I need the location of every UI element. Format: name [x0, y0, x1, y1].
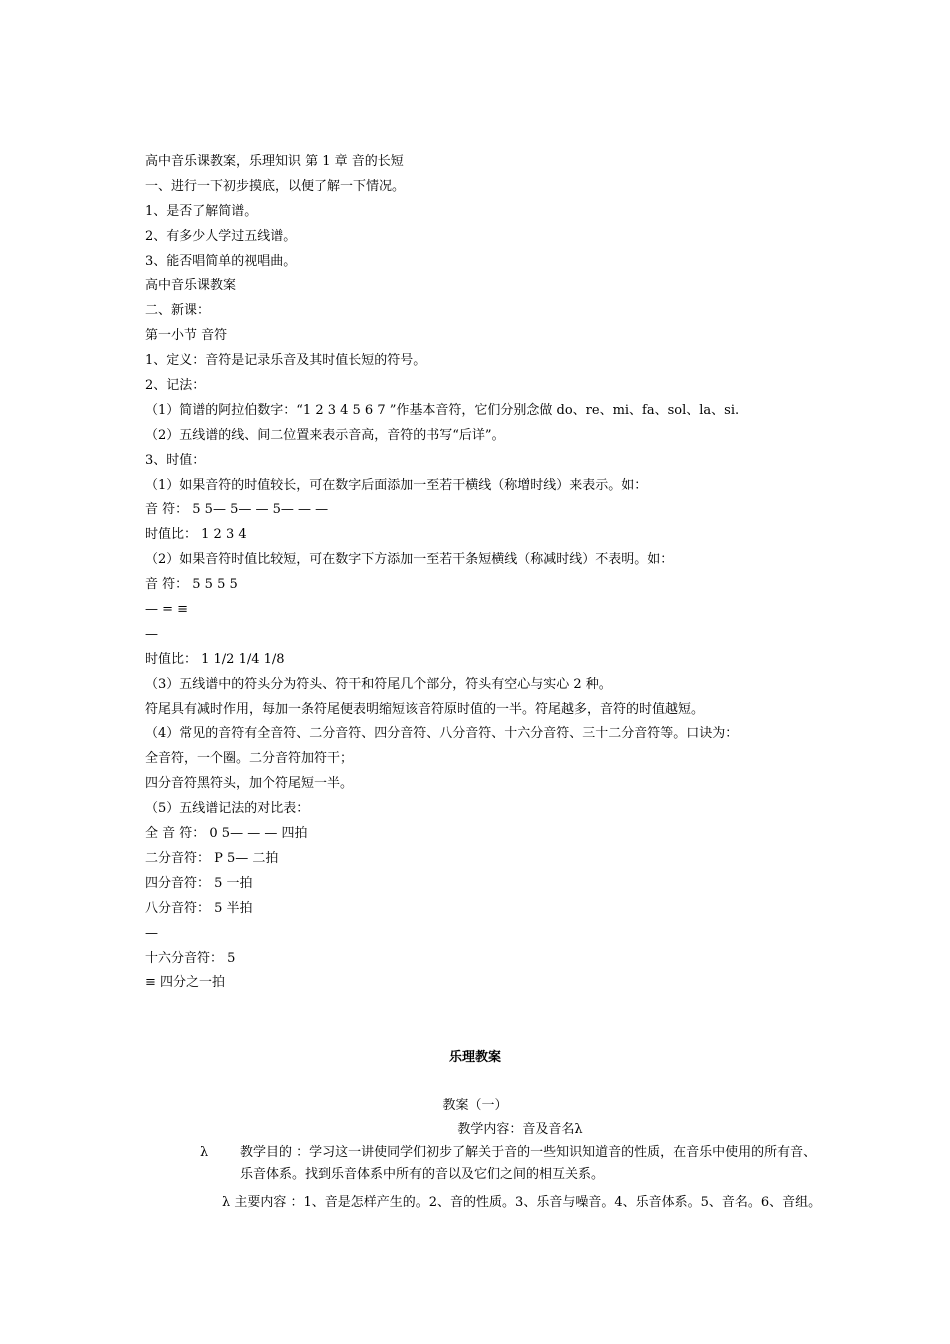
text-line: （3）五线谱中的符头分为符头、符干和符尾几个部分，符头有空心与实心 2 种。 [145, 676, 612, 692]
text-line: （5）五线谱记法的对比表： [145, 801, 310, 817]
text-line: 全音符，一个圈。二分音符加符干； [145, 751, 354, 767]
teaching-objective [200, 1142, 820, 1186]
bullet-marker: λ [200, 1145, 209, 1160]
text-line: 符尾具有减时作用，每加一条符尾便表明缩短该音符原时值的一半。符尾越多，音符的时值越短。 [145, 701, 705, 717]
text-line: 二、新课： [145, 303, 211, 319]
text-line: （2）如果音符时值比较短，可在数字下方添加一至若干条短横线（称减时线）不表明。如： [145, 552, 674, 568]
text-line: — = ≡ [145, 602, 189, 618]
text-line: — [145, 626, 158, 642]
text-line: 时值比： 1 2 3 4 [145, 527, 247, 543]
text-line: （1）简谱的阿拉伯数字：“1 2 3 4 5 6 7 ”作基本音符，它们分别念做 do、re、mi、fa、sol、la、si. [145, 402, 740, 418]
lesson-content-label: 教学内容：音及音名λ [457, 1122, 583, 1137]
text-line: 八分音符： 5 半拍 [145, 900, 253, 916]
text-line: 十六分音符： 5 [145, 950, 236, 966]
text-line: 高中音乐课教案，乐理知识 第 1 章 音的长短 [145, 154, 404, 169]
text-line: （2）五线谱的线、间二位置来表示音高，音符的书写“后详”。 [145, 427, 505, 443]
text-line: 第一小节 音符 [145, 328, 228, 344]
text-line: 高中音乐课教案 [145, 278, 237, 294]
text-line: ≡ 四分之一拍 [145, 975, 226, 991]
text-line: 3、能否唱简单的视唱曲。 [145, 253, 297, 269]
text-line: 时值比： 1 1/2 1/4 1/8 [145, 651, 285, 667]
text-line: 音 符： 5 5— 5— — 5— — — [145, 502, 329, 518]
text-line: 3、时值： [145, 452, 206, 468]
text-line: 2、记法： [145, 378, 206, 394]
text-line: 一、进行一下初步摸底，以便了解一下情况。 [145, 178, 406, 194]
text-line: （1）如果音符的时值较长，可在数字后面添加一至若干横线（称增时线）来表示。如： [145, 477, 648, 493]
main-content-line: λ 主要内容 ：1、音是怎样产生的。2、音的性质。3、乐音与噪音。4、乐音体系。5、音名。6、音组。 [222, 1195, 822, 1210]
text-line: 二分音符： P 5— 二拍 [145, 850, 279, 866]
objective-text: 教学目的 ：学习这一讲使同学们初步了解关于音的一些知识知道音的性质，在音乐中使用的所有音、乐音体系。找到乐音体系中所有的音以及它们之间的相互关系。 [240, 1145, 817, 1182]
text-line: （4）常见的音符有全音符、二分音符、四分音符、八分音符、十六分音符、三十二分音符等。口诀为： [145, 726, 739, 742]
text-line: 四分音符： 5 一拍 [145, 875, 253, 891]
lesson-subtitle: 教案（一） [442, 1098, 508, 1113]
section-title: 乐理教案 [448, 1050, 501, 1065]
text-line: 1、定义：音符是记录乐音及其时值长短的符号。 [145, 353, 427, 369]
text-line: 音 符： 5 5 5 5 [145, 577, 238, 593]
lesson-text-block [145, 150, 845, 996]
text-line: 2、有多少人学过五线谱。 [145, 228, 297, 244]
text-line: 四分音符黑符头，加个符尾短一半。 [145, 776, 354, 792]
text-line: 全 音 符： 0 5— — — 四拍 [145, 826, 308, 842]
text-line: — [145, 925, 158, 941]
text-line: 1、是否了解简谱。 [145, 203, 258, 219]
